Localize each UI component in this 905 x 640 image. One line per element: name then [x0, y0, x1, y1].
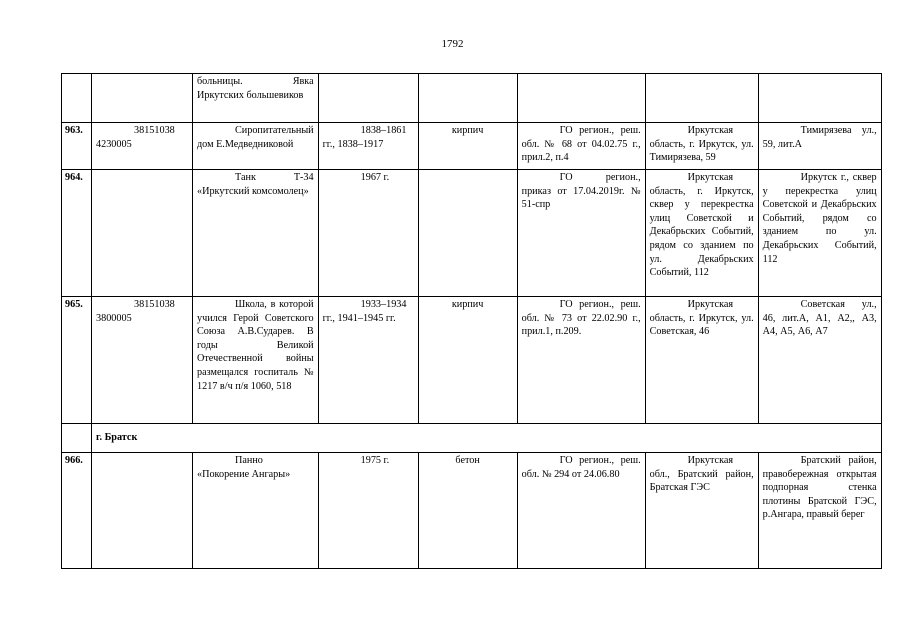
- cell-code: 38151038 3800005: [92, 297, 193, 424]
- cell-doc: ГО регион., реш. обл. № 294 от 24.06.80: [517, 453, 645, 569]
- cell-num: [62, 74, 92, 123]
- cell-material: кирпич: [418, 297, 517, 424]
- cell-location: Иркутск г., сквер у перекрестка улиц Советской и Декабрьских Событий, рядом со зданием по ул. Декабрьских Событий, 112: [758, 170, 881, 297]
- cell-material: [418, 74, 517, 123]
- cell-material: [418, 170, 517, 297]
- cell-doc: ГО регион., реш. обл. № 73 от 22.02.90 г., прил.1, п.209.: [517, 297, 645, 424]
- cell-address: [645, 74, 758, 123]
- cell-material: бетон: [418, 453, 517, 569]
- cell-code: [92, 453, 193, 569]
- section-row: [62, 424, 882, 453]
- cell-name: Панно «Покорение Ангары»: [193, 453, 319, 569]
- cell-material: кирпич: [418, 123, 517, 170]
- cell-doc: ГО регион., приказ от 17.04.2019г. № 51-спр: [517, 170, 645, 297]
- cell-num: 963.: [62, 123, 92, 170]
- cell-location: Тимирязева ул., 59, лит.А: [758, 123, 881, 170]
- cell-date: 1967 г.: [318, 170, 418, 297]
- cell-doc: ГО регион., реш. обл. № 68 от 04.02.75 г., прил.2, п.4: [517, 123, 645, 170]
- table-row: [62, 297, 882, 424]
- page-number: 1792: [441, 38, 464, 50]
- cell-code: [92, 74, 193, 123]
- heritage-registry-table: [61, 73, 882, 569]
- cell-location: Советская ул., 46, лит.А, А1, А2,, А3, А4, А5, А6, А7: [758, 297, 881, 424]
- cell-address: Иркутская область, г. Иркутск, сквер у перекрестка улиц Советской и Декабрьских Событий, рядом со зданием по ул. Декабрьских Событий, 112: [645, 170, 758, 297]
- cell-name: больницы. Явка Иркутских большевиков: [193, 74, 319, 123]
- table-row: [62, 453, 882, 569]
- cell-date: 1838–1861 гг., 1838–1917: [318, 123, 418, 170]
- table-row: [62, 170, 882, 297]
- table-row: [62, 123, 882, 170]
- table-row: [62, 74, 882, 123]
- cell-address: Иркутская область, г. Иркутск, ул. Советская, 46: [645, 297, 758, 424]
- cell-address: Иркутская обл., Братский район, Братская ГЭС: [645, 453, 758, 569]
- cell-name: Школа, в которой учился Герой Советского Союза А.В.Сударев. В годы Великой Отечественной войны размещался госпиталь № 1217 в/ч п/я 1060, 518: [193, 297, 319, 424]
- cell-num: 966.: [62, 453, 92, 569]
- section-title: г. Братск: [92, 424, 882, 453]
- cell-date: 1975 г.: [318, 453, 418, 569]
- cell-num: 964.: [62, 170, 92, 297]
- cell-doc: [517, 74, 645, 123]
- cell-address: Иркутская область, г. Иркутск, ул. Тимирязева, 59: [645, 123, 758, 170]
- cell-date: [318, 74, 418, 123]
- cell-name: Танк Т-34 «Иркутский комсомолец»: [193, 170, 319, 297]
- cell-code: 38151038 4230005: [92, 123, 193, 170]
- cell-num: 965.: [62, 297, 92, 424]
- cell-location: Братский район, правобережная открытая подпорная стенка плотины Братской ГЭС, р.Ангара, правый берег: [758, 453, 881, 569]
- cell-name: Сиропитательный дом Е.Медведниковой: [193, 123, 319, 170]
- cell-code: [92, 170, 193, 297]
- cell-date: 1933–1934 гг., 1941–1945 гг.: [318, 297, 418, 424]
- cell-location: [758, 74, 881, 123]
- cell-num: [62, 424, 92, 453]
